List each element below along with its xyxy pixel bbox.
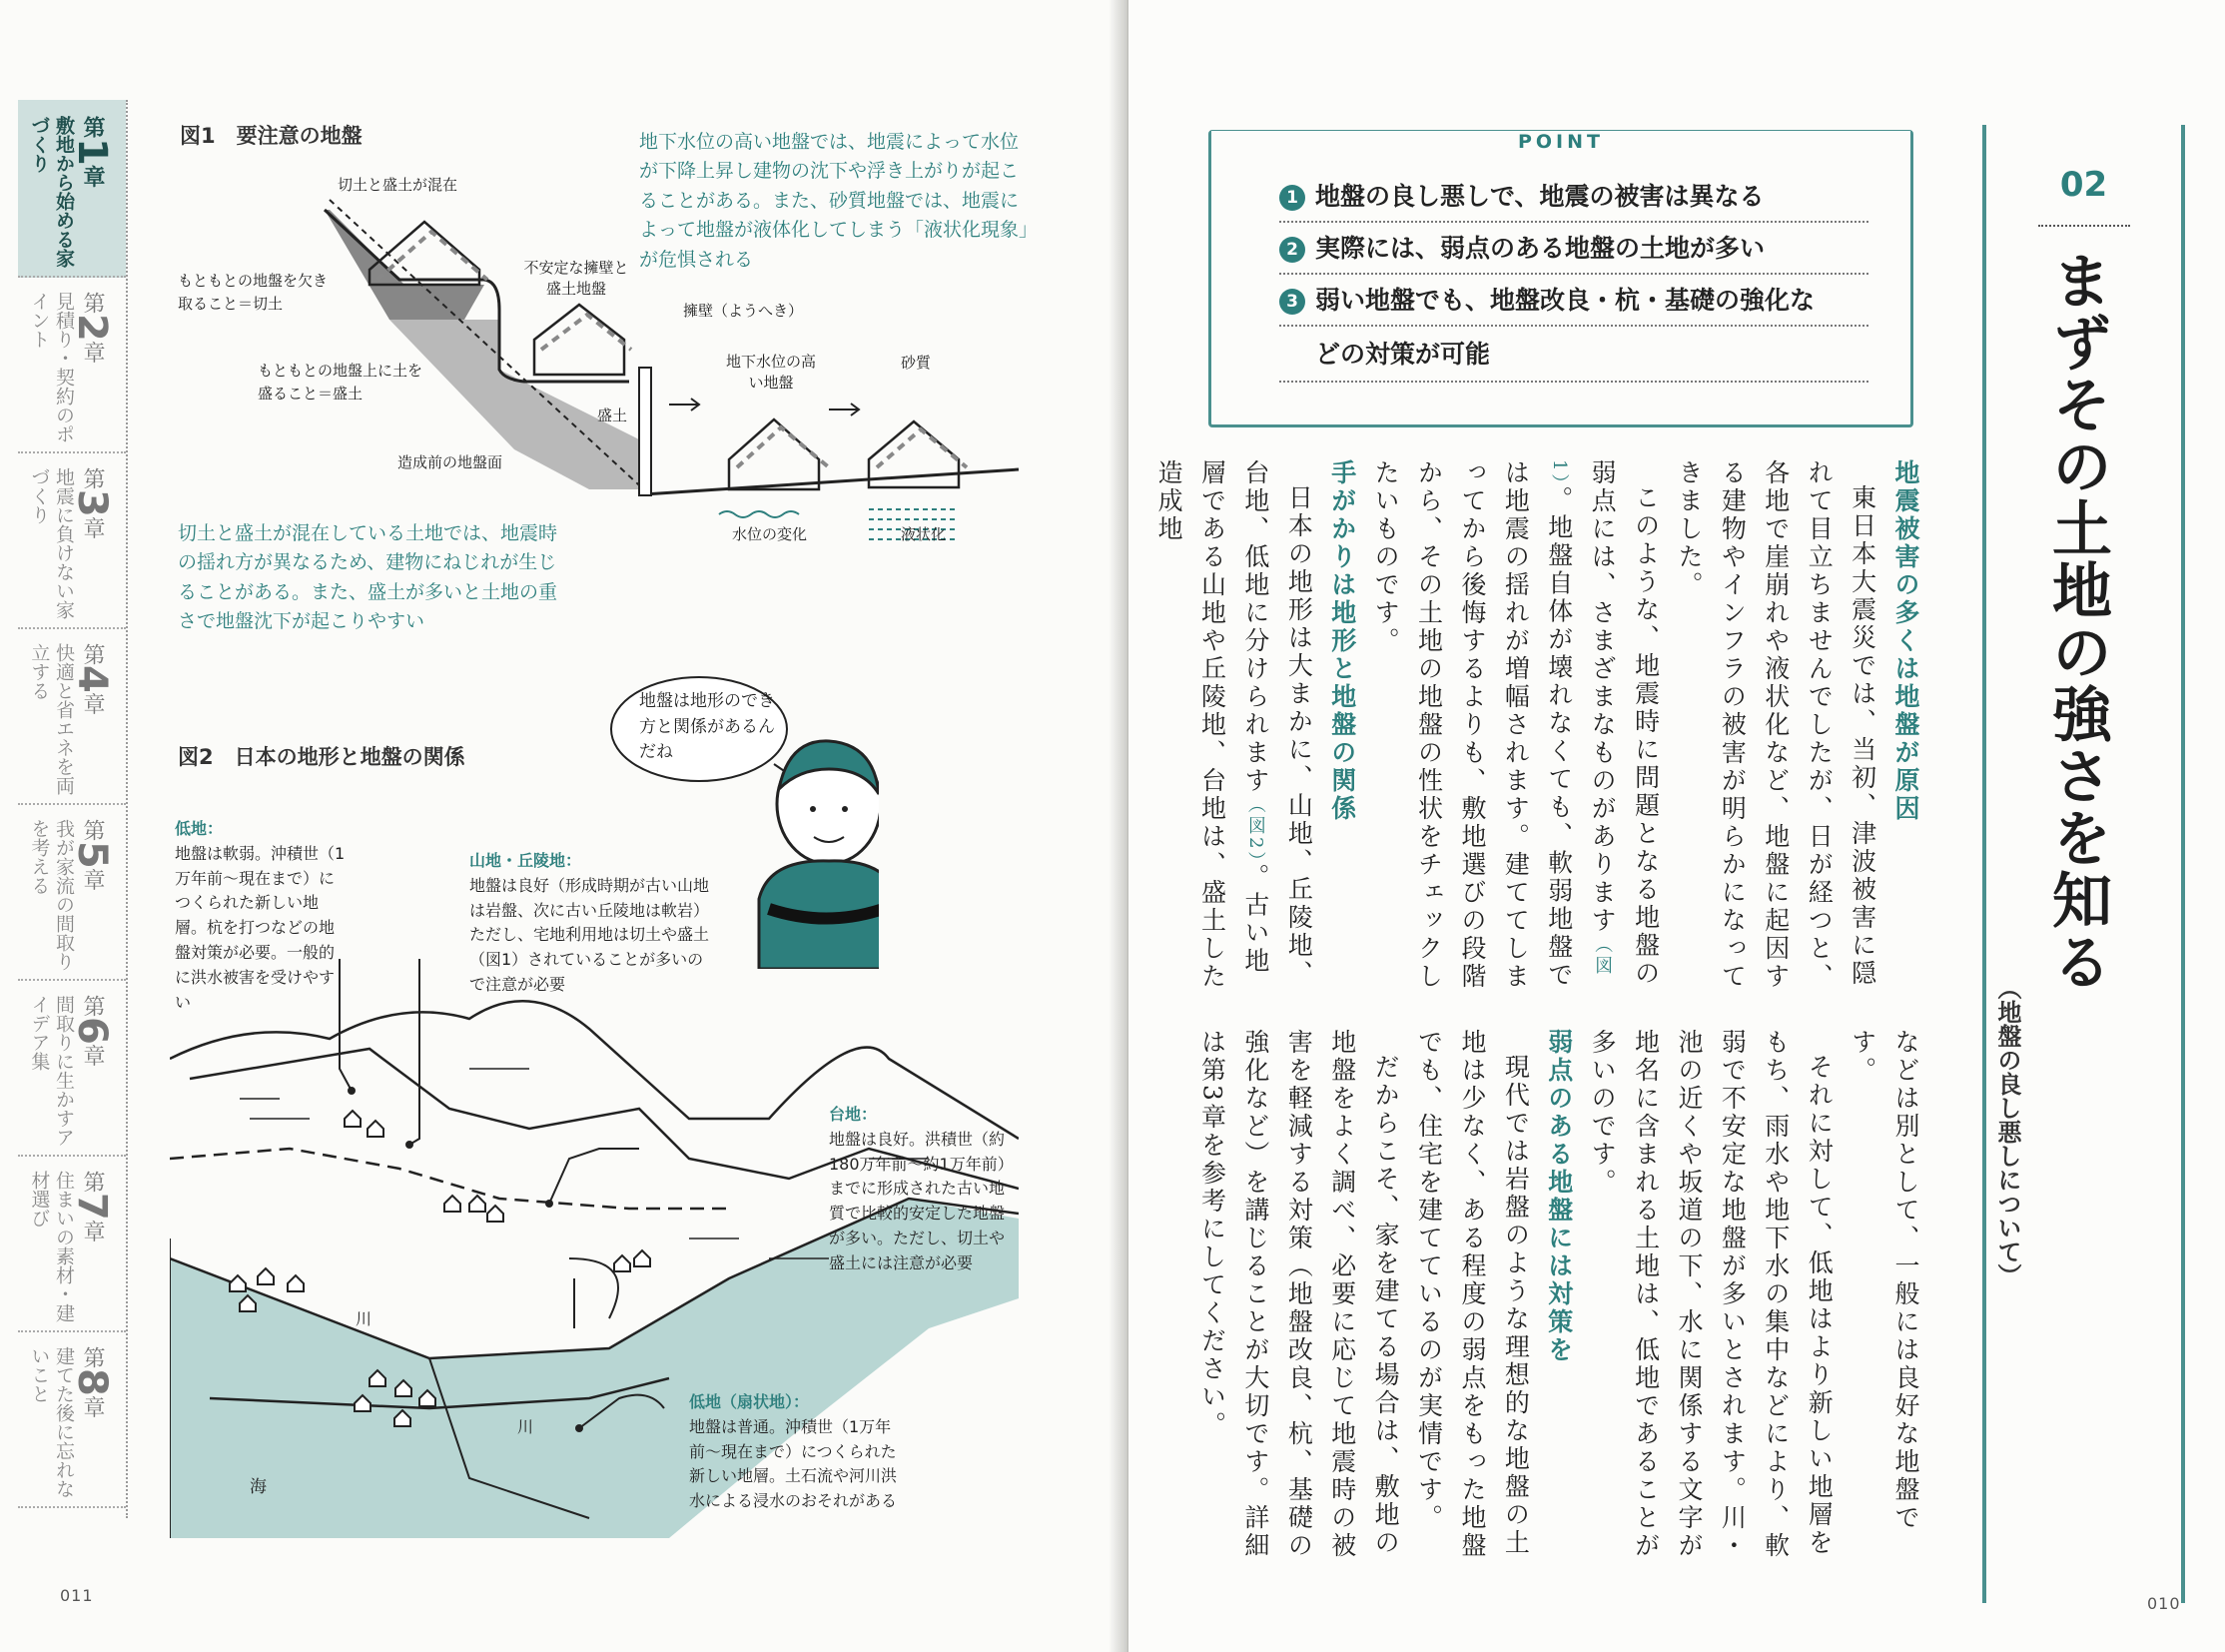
fig1-label-unstable: 不安定な擁壁と盛土地盤 bbox=[523, 259, 629, 298]
fig2-lowland-desc: 低地： 地盤は軟弱。沖積世（1万年前〜現在まで）につくられた新しい地層。杭を打つなどの地盤対策が必要。一般的に洪水被害を受けやすい bbox=[175, 819, 346, 1012]
fig2-mountain-desc: 山地・丘陵地： 地盤は良好（形成時期が古い山地は岩盤、次に古い丘陵地は軟岩）ただし、宅地利用地は切土や盛土（図1）されていることが多いので注意が必要 bbox=[469, 851, 710, 994]
body-heading-2: 手がかりは地形と地盤の関係 bbox=[1327, 459, 1357, 823]
fig1-label-cut: もともとの地盤を欠き取ること＝切土 bbox=[178, 272, 329, 313]
body-paragraph: だからこそ、家を建てる場合は、敷地の地盤をよく調べ、必要に応じて地震時の被害を軽減する対策（地盤改良、杭、基礎の強化など）を講じることが大切です。詳細は第3章を参考にしてください。 bbox=[1197, 1029, 1401, 1560]
fig2-sea-label: 海 bbox=[250, 1477, 267, 1497]
body-paragraph: 日本の地形は大まかに、山地、丘陵地、台地、低地に分けられます（図2）。古い地層である山地や丘陵地、台地は、盛土した造成地 bbox=[1154, 459, 1314, 991]
figure-ref-1[interactable]: （図1） bbox=[1548, 459, 1614, 977]
fig2-fan-desc: 低地（扇状地）： 地盤は普通。沖積世（1万年前〜現在まで）につくられた新しい地層。土石流や河川洪水による浸水のおそれがある bbox=[689, 1392, 898, 1511]
fig1-label-fill-def: もともとの地盤上に土を盛ること＝盛土 bbox=[258, 362, 423, 403]
page-number-left: 011 bbox=[60, 1586, 94, 1605]
speech-bubble-text: 地盤は地形のでき方と関係があるんだね bbox=[639, 691, 775, 762]
fig2-mountain-title: 山地・丘陵地： bbox=[469, 851, 582, 870]
fig1-label-groundwater: 地下水位の高い地盤 bbox=[726, 353, 817, 392]
chapter-title: 見積り・契約のポイント bbox=[28, 292, 75, 443]
point-divider bbox=[1279, 273, 1868, 275]
fig2-plateau-desc: 台地： 地盤は良好。洪積世（約180万年前〜約1万年前）までに形成された古い地質で比較的安定した地盤が多い。ただし、切土や盛土には注意が必要 bbox=[829, 1105, 1006, 1272]
body-paragraph: 現代では岩盤のような理想的な地盤の土地は少なく、ある程度の弱点をもった地盤でも、住宅を建てているのが実情です。 bbox=[1414, 1029, 1531, 1560]
fig1-label-mixed: 切土と盛土が混在 bbox=[338, 176, 458, 194]
chapter-title: 住まいの素材・建材選び bbox=[28, 1171, 75, 1322]
chapter-tab-3[interactable]: 第3章 地震に負けない家づくり bbox=[18, 451, 126, 629]
section-divider bbox=[2038, 225, 2130, 227]
chapter-title: 敷地から始める家づくり bbox=[28, 116, 75, 268]
chapter-tab-8[interactable]: 第8章 建てた後に忘れないこと bbox=[18, 1330, 126, 1508]
fig2-caption: 図2 日本の地形と地盤の関係 bbox=[178, 745, 465, 769]
fig1-label-water-change: 水位の変化 bbox=[732, 525, 808, 543]
body-paragraph: などは別として、一般には良好な地盤です。 bbox=[1848, 1029, 1920, 1532]
point-item-2: 2 実際には、弱点のある地盤の土地が多い bbox=[1279, 229, 1765, 265]
chapter-tab-6[interactable]: 第6章 間取りに生かすアイデア集 bbox=[18, 979, 126, 1157]
chapter-title: 我が家流の間取りを考える bbox=[28, 819, 75, 971]
point-title: POINT bbox=[1211, 131, 1910, 153]
body-paragraph: このような、地震時に問題となる地盤の弱点には、さまざまなものがあります（図1）。地盤自体が壊れなくても、軟弱地盤では地震の揺れが増幅されます。建ててしまってから後悔するよりも、敷地選びの段階から、その土地の地盤の性状をチェックしたいものです。 bbox=[1371, 459, 1661, 991]
figure-ref-2[interactable]: （図2） bbox=[1244, 795, 1266, 864]
page-number-right: 010 bbox=[2147, 1594, 2181, 1613]
title-column bbox=[1982, 125, 2185, 1603]
fig2-lowland-title: 低地： bbox=[175, 819, 224, 838]
fig1-label-liquefaction: 液状化 bbox=[901, 525, 947, 543]
fig1-label-sand: 砂質 bbox=[901, 354, 932, 372]
fig2-river-label-2: 川 bbox=[517, 1417, 534, 1436]
point-box bbox=[1208, 130, 1913, 427]
fig1-note-bottom: 切土と盛土が混在している土地では、地震時の揺れ方が異なるため、建物にねじれが生じることがある。また、盛土が多いと土地の重さで地盤沈下が起こりやすい bbox=[178, 522, 558, 633]
section-number: 02 bbox=[2059, 165, 2108, 205]
fig1-caption: 図1 要注意の地盤 bbox=[180, 124, 363, 148]
fig1-label-retaining: 擁壁（ようへき） bbox=[683, 302, 804, 320]
body-heading-1: 地震被害の多くは地盤が原因 bbox=[1891, 459, 1920, 823]
body-paragraph: それに対して、低地はより新しい地層をもち、雨水や地下水の集中などにより、軟弱で不安定な地盤が多いとされます。川・池の近くや坂道の下、水に関係する文字が地名に含まれる土地は、低地であることが多いのです。 bbox=[1588, 1029, 1835, 1560]
chapter-title: 地震に負けない家づくり bbox=[28, 467, 75, 619]
chapter-tab-2[interactable]: 第2章 見積り・契約のポイント bbox=[18, 276, 126, 453]
section-title: まずその土地の強さを知る bbox=[2042, 250, 2112, 993]
point-divider bbox=[1279, 325, 1868, 327]
fig2-plateau-title: 台地： bbox=[829, 1105, 878, 1124]
chapter-title: 快適と省エネを両立する bbox=[28, 643, 75, 795]
fig2-river-label: 川 bbox=[356, 1309, 372, 1328]
fig2-fan-title: 低地（扇状地）： bbox=[689, 1392, 810, 1411]
fig1-label-original: 造成前の地盤面 bbox=[397, 453, 503, 471]
chapter-title: 間取りに生かすアイデア集 bbox=[28, 995, 75, 1147]
point-item-3: 3 弱い地盤でも、地盤改良・杭・基礎の強化な bbox=[1279, 281, 1815, 317]
body-text-upper bbox=[1154, 459, 1927, 999]
body-text-lower bbox=[1197, 1029, 1927, 1568]
section-subtitle: （地盤の良し悪しについて） bbox=[1993, 976, 2021, 1287]
body-paragraph: 東日本大震災では、当初、津波被害に隠れて目立ちませんでしたが、日が経つと、各地で崖崩れや液状化など、地盤に起因する建物やインフラの被害が明らかになってきました。 bbox=[1674, 459, 1877, 991]
point-item-1: 1 地盤の良し悪しで、地震の被害は異なる bbox=[1279, 177, 1765, 213]
chapter-title: 建てた後に忘れないこと bbox=[28, 1346, 75, 1498]
point-divider bbox=[1279, 381, 1868, 383]
chapter-tab-5[interactable]: 第5章 我が家流の間取りを考える bbox=[18, 803, 126, 981]
chapter-tab-1[interactable]: 第1章 敷地から始める家づくり bbox=[18, 100, 126, 278]
chapter-tab-7[interactable]: 第7章 住まいの素材・建材選び bbox=[18, 1155, 126, 1332]
fig1-label-fill: 盛土 bbox=[597, 407, 628, 424]
chapter-index bbox=[18, 100, 128, 1518]
point-item-3-cont: どの対策が可能 bbox=[1315, 340, 1491, 369]
body-heading-3: 弱点のある地盤には対策を bbox=[1544, 1029, 1574, 1364]
point-divider bbox=[1279, 221, 1868, 223]
chapter-tab-4[interactable]: 第4章 快適と省エネを両立する bbox=[18, 627, 126, 805]
fig1-note-top: 地下水位の高い地盤では、地震によって水位が下降上昇し建物の沈下や浮き上がりが起こることがある。また、砂質地盤では、地震によって地盤が液体化してしまう「液状化現象」が危惧される bbox=[639, 131, 1029, 271]
